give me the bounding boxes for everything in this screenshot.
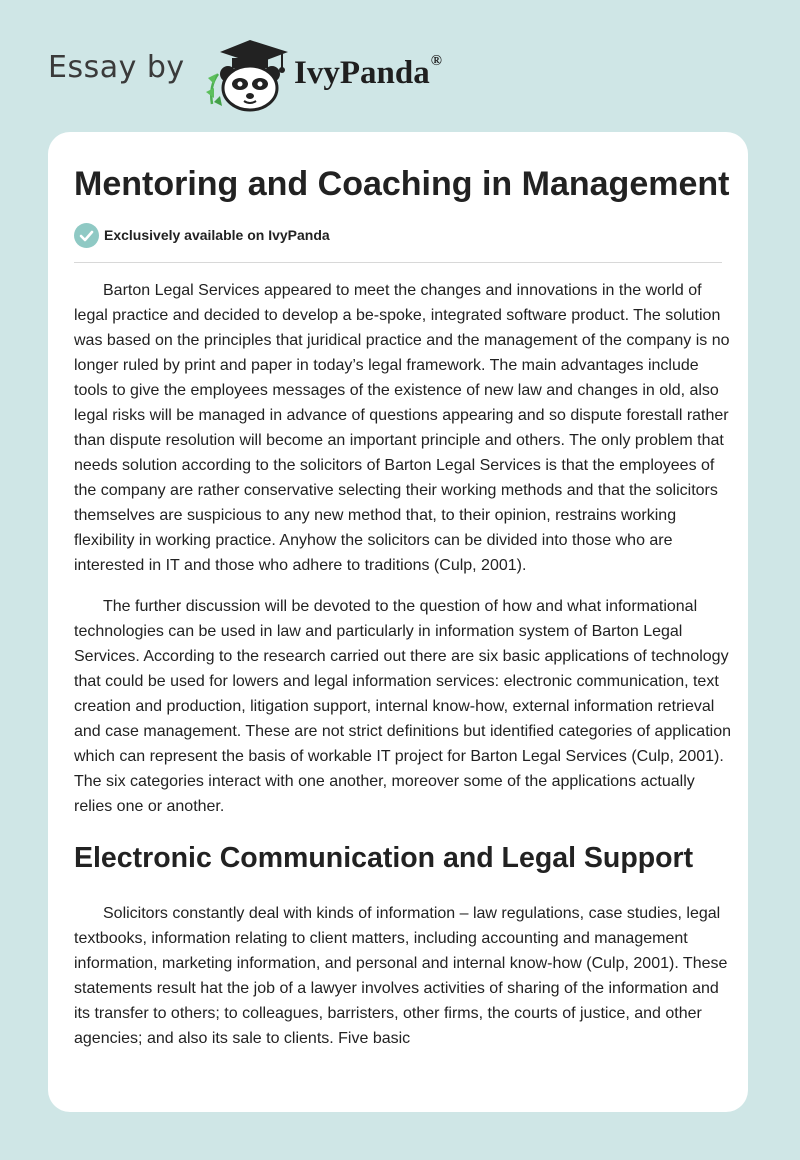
paragraph: The further discussion will be devoted to the question of how and what informational technologies can be used in law and particularly in information system of Barton Legal Services. According to the research carried out there are six basic applications of technology that could be used for lowers and legal information services: electronic communication, text creation and production, litigation support, internal know-how, external information retrieval and case management. These are not strict definitions but identified categories of application which can represent the basis of workable IT project for Barton Legal Services (Culp, 2001). The six categories interact with one another, moreover some of the applications actually relies one or another. bbox=[74, 598, 731, 815]
essay-card bbox=[48, 132, 748, 1112]
page-title: Mentoring and Coaching in Management bbox=[74, 165, 730, 203]
essay-by-label: Essay by bbox=[48, 50, 185, 85]
registered-mark: ® bbox=[430, 53, 442, 69]
check-circle-icon bbox=[74, 223, 99, 248]
exclusive-label: Exclusively available on IvyPanda bbox=[104, 227, 330, 243]
paragraph: Barton Legal Services appeared to meet the changes and innovations in the world of legal practice and decided to develop a be-spoke, integrated software product. The solution was based on the principles that juridical practice and the management of the company is no longer ruled by print and paper in today’s legal framework. The main advantages include tools to give the employees messages of the existence of new law and changes in old, also legal risks will be managed in advance of questions appearing and so dispute forestall rather than dispute resolution will become an important principle and others. The only problem that needs solution according to the solicitors of Barton Legal Services is that the employees of the company are rather conservative selecting their working methods and that the solicitors themselves are suspicious to any new method that, to their opinion, restrains working flexibility in working practice. Anyhow the solicitors can be divided into those who are interested in IT and those who adhere to traditions (Culp, 2001). bbox=[74, 282, 730, 574]
panda-graduate-logo-icon bbox=[200, 34, 292, 112]
brand-name: IvyPanda bbox=[294, 55, 430, 91]
ivypanda-brand[interactable] bbox=[294, 55, 442, 92]
paragraph: Solicitors constantly deal with kinds of information – law regulations, case studies, legal textbooks, information relating to client matters, including accounting and management information, marketing information, and personal and internal know-how (Culp, 2001). These statements result hat the job of a lawyer involves activities of sharing of the information and its transfer to others; to colleagues, barristers, other firms, the courts of justice, and other agencies; and also its sale to clients. Five basic bbox=[74, 905, 728, 1047]
section-heading: Electronic Communication and Legal Support bbox=[74, 842, 694, 874]
essay-body bbox=[74, 278, 734, 1067]
site-header bbox=[0, 0, 800, 130]
divider bbox=[74, 262, 722, 263]
exclusive-badge bbox=[74, 222, 330, 248]
